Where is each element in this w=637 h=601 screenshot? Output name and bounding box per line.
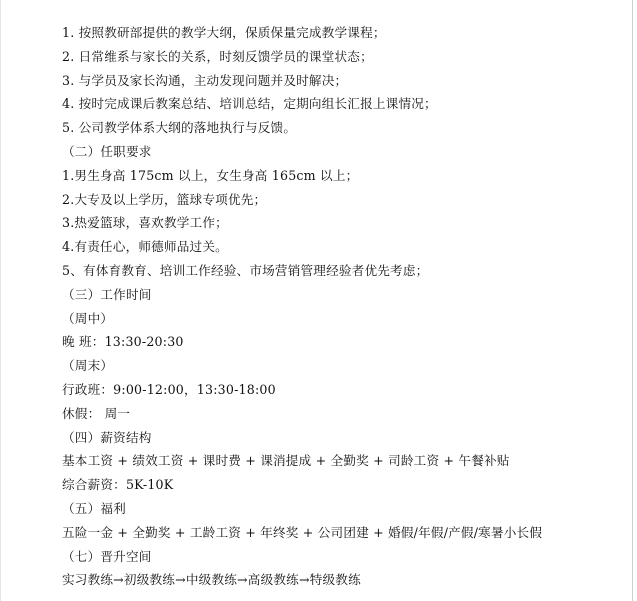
page-left-edge — [0, 0, 1, 601]
duty-item-1: 1. 按照教研部提供的教学大纲，保质保量完成教学课程； — [62, 25, 386, 40]
requirement-item-4: 4.有责任心，师德师品过关。 — [62, 239, 228, 255]
benefits-list: 五险一金 + 全勤奖 + 工龄工资 + 年终奖 + 公司团建 + 婚假/年假/产假/寒暑小长假 — [62, 524, 543, 540]
duty-item-2: 2. 日常维系与家长的关系，时刻反馈学员的课堂状态； — [62, 48, 373, 64]
section-heading-work-hours: （三）工作时间 — [62, 286, 152, 302]
weekend-heading: （周末） — [62, 358, 114, 374]
duty-item-4: 4. 按时完成课后教案总结、培训总结，定期向组长汇报上课情况； — [62, 96, 437, 112]
section-heading-requirements: （二）任职要求 — [62, 143, 152, 159]
duty-item-3: 3. 与学员及家长沟通，主动发现问题并及时解决； — [62, 72, 348, 88]
document-body — [62, 21, 622, 592]
duty-item-5: 5. 公司教学体系大纲的落地执行与反馈。 — [62, 120, 297, 136]
requirement-item-2: 2.大专及以上学历，篮球专项优先； — [62, 191, 267, 207]
weekday-heading: （周中） — [62, 310, 114, 326]
salary-components: 基本工资 + 绩效工资 + 课时费 + 课消提成 + 全勤奖 + 司龄工资 + 午餐补贴 — [62, 453, 510, 469]
page-right-edge — [632, 0, 633, 601]
section-heading-promotion: （七）晋升空间 — [62, 548, 152, 564]
weekend-shift: 行政班：9:00-12:00，13:30-18:00 — [62, 381, 276, 397]
requirement-item-3: 3.热爱篮球，喜欢教学工作； — [62, 215, 228, 231]
salary-range: 综合薪资：5K-10K — [62, 477, 174, 493]
weekday-shift: 晚 班：13:30-20:30 — [62, 334, 184, 350]
section-heading-benefits: （五）福利 — [62, 500, 126, 516]
requirement-item-1: 1.男生身高 175cm 以上，女生身高 165cm 以上； — [62, 167, 359, 183]
section-heading-salary: （四）薪资结构 — [62, 429, 152, 445]
day-off: 休假： 周一 — [62, 405, 131, 421]
requirement-item-5: 5、有体育教育、培训工作经验、市场营销管理经验者优先考虑； — [62, 262, 429, 278]
promotion-path: 实习教练→初级教练→中级教练→高级教练→特级教练 — [62, 572, 361, 588]
